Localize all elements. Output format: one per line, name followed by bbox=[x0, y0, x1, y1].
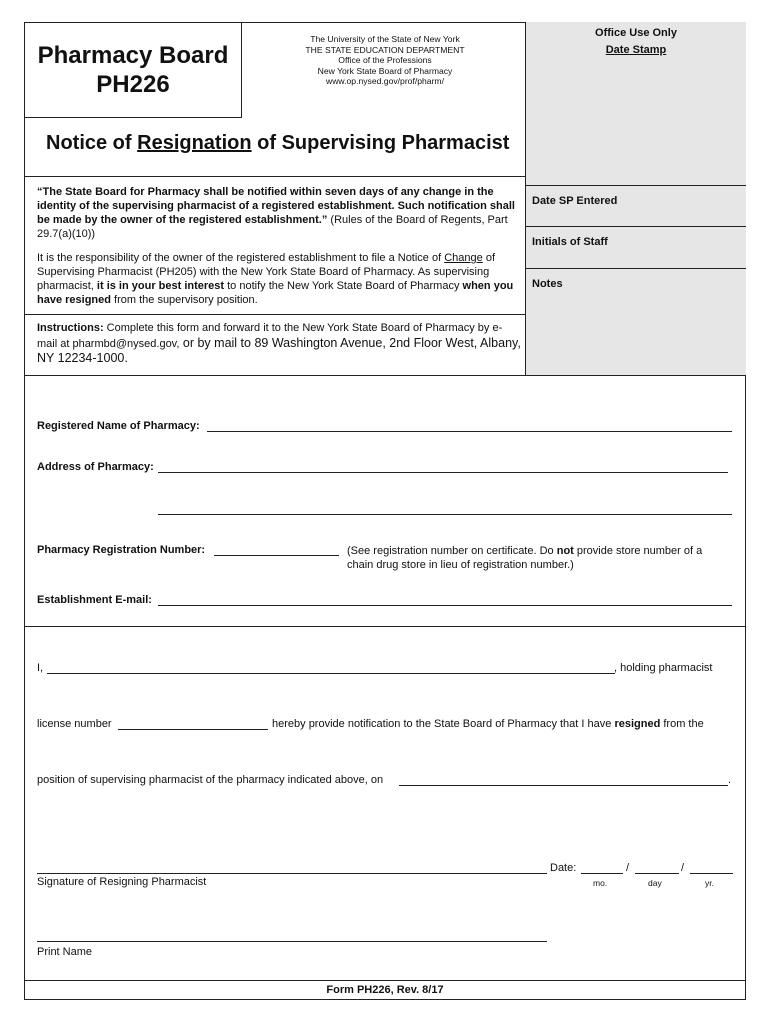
signature-label: Signature of Resigning Pharmacist bbox=[37, 876, 207, 888]
instructions-text: Complete this form and forward it to the New York State Board of Pharmacy by e-mail at pharmbd@nysed.gov, bbox=[37, 322, 503, 350]
text: when you have resigned bbox=[37, 280, 514, 306]
agency-line: The University of the State of New York bbox=[310, 34, 460, 44]
notice-underlined: Resignation bbox=[137, 132, 252, 154]
text: from the supervisory position. bbox=[110, 294, 258, 306]
date-sp-entered-label: Date SP Entered bbox=[532, 195, 618, 207]
registration-number-label: Pharmacy Registration Number: bbox=[37, 544, 206, 556]
date-slash: / bbox=[626, 862, 630, 874]
instructions bbox=[37, 321, 521, 367]
period: . bbox=[728, 774, 732, 786]
registered-name-field[interactable] bbox=[207, 431, 732, 432]
form-title: Pharmacy Board bbox=[37, 42, 229, 69]
agency-line: New York State Board of Pharmacy bbox=[317, 65, 453, 76]
date-day-field[interactable] bbox=[635, 873, 679, 874]
date-stamp-label: Date Stamp bbox=[605, 44, 667, 56]
divider bbox=[24, 980, 746, 981]
divider bbox=[24, 626, 746, 627]
rule-quote-text: “The State Board for Pharmacy shall be notified within seven days of any change in the identity of the supervising pharmacist of a registered establishment. Such notification shall be made by the owner of the registered establishment.” bbox=[37, 186, 515, 226]
agency-block bbox=[262, 34, 508, 87]
instructions-mail: or by mail to 89 Washington Avenue, 2nd Floor West, Albany, NY 12234-1000. bbox=[37, 335, 521, 365]
notes-label: Notes bbox=[532, 278, 563, 290]
license-number-field[interactable] bbox=[118, 729, 268, 730]
email-field[interactable] bbox=[158, 605, 732, 606]
date-year-field[interactable] bbox=[690, 873, 733, 874]
year-caption: yr. bbox=[705, 878, 714, 888]
address-field-line1[interactable] bbox=[158, 472, 728, 473]
divider bbox=[526, 226, 746, 227]
initials-of-staff-label: Initials of Staff bbox=[532, 236, 608, 248]
text: not bbox=[556, 545, 574, 557]
instructions-label: Instructions: bbox=[37, 322, 104, 334]
text: provide store number of a chain drug store in lieu of registration number.) bbox=[347, 545, 703, 571]
divider bbox=[24, 314, 526, 315]
day-caption: day bbox=[648, 878, 662, 888]
agency-line: THE STATE EDUCATION DEPARTMENT bbox=[305, 44, 465, 55]
divider bbox=[24, 176, 526, 177]
holding-text: , holding pharmacist bbox=[614, 662, 713, 674]
agency-line: Office of the Professions bbox=[338, 55, 432, 65]
pharmacist-name-field[interactable] bbox=[47, 673, 615, 674]
date-label: Date: bbox=[550, 862, 577, 874]
text: (See registration number on certificate. Do bbox=[347, 545, 557, 557]
form-revision: Form PH226, Rev. 8/17 bbox=[326, 984, 444, 996]
date-slash: / bbox=[681, 862, 685, 874]
address-field-line2[interactable] bbox=[158, 514, 732, 515]
position-text: position of supervising pharmacist of the pharmacy indicated above, on bbox=[37, 774, 384, 786]
rule-citation: (Rules of the Board of Regents, Part 29.7(a)(10)) bbox=[37, 214, 508, 240]
text: resigned bbox=[614, 718, 661, 730]
office-use-panel bbox=[525, 22, 746, 376]
signature-field[interactable] bbox=[37, 873, 547, 874]
form-number: PH226 bbox=[96, 71, 170, 98]
notice-prefix: Notice of bbox=[46, 132, 138, 154]
hereby-text bbox=[272, 717, 704, 731]
divider bbox=[24, 375, 746, 376]
text: it is in your best interest bbox=[96, 280, 225, 292]
resignation-date-field[interactable] bbox=[399, 785, 728, 786]
registration-note bbox=[347, 544, 727, 572]
text: from the bbox=[660, 718, 704, 730]
declaration-i: I, bbox=[37, 662, 44, 674]
address-label: Address of Pharmacy: bbox=[37, 461, 154, 473]
responsibility-paragraph bbox=[37, 251, 519, 307]
text: hereby provide notification to the State Board of Pharmacy that I have bbox=[272, 718, 615, 730]
registration-number-field[interactable] bbox=[214, 555, 339, 556]
print-name-field[interactable] bbox=[37, 941, 547, 942]
notice-title bbox=[46, 132, 509, 155]
text: Change bbox=[444, 252, 483, 264]
notice-suffix: of Supervising Pharmacist bbox=[251, 132, 510, 154]
rule-quote bbox=[37, 185, 517, 241]
divider bbox=[526, 185, 746, 186]
divider bbox=[526, 268, 746, 269]
form-title-box bbox=[24, 22, 242, 118]
print-name-label: Print Name bbox=[37, 946, 93, 958]
agency-website: www.op.nysed.gov/prof/pharm/ bbox=[326, 76, 444, 86]
month-caption: mo. bbox=[593, 878, 608, 888]
date-month-field[interactable] bbox=[581, 873, 623, 874]
license-number-label: license number bbox=[37, 718, 112, 730]
office-use-title: Office Use Only bbox=[595, 27, 677, 39]
text: of Supervising Pharmacist (PH205) with the New York State Board of Pharmacy. As supervising pharmacist, bbox=[37, 252, 495, 292]
email-label: Establishment E-mail: bbox=[37, 594, 152, 606]
registered-name-label: Registered Name of Pharmacy: bbox=[37, 420, 200, 432]
text: to notify the New York State Board of Pharmacy bbox=[224, 280, 463, 292]
text: It is the responsibility of the owner of the registered establishment to file a Notice of bbox=[37, 252, 445, 264]
